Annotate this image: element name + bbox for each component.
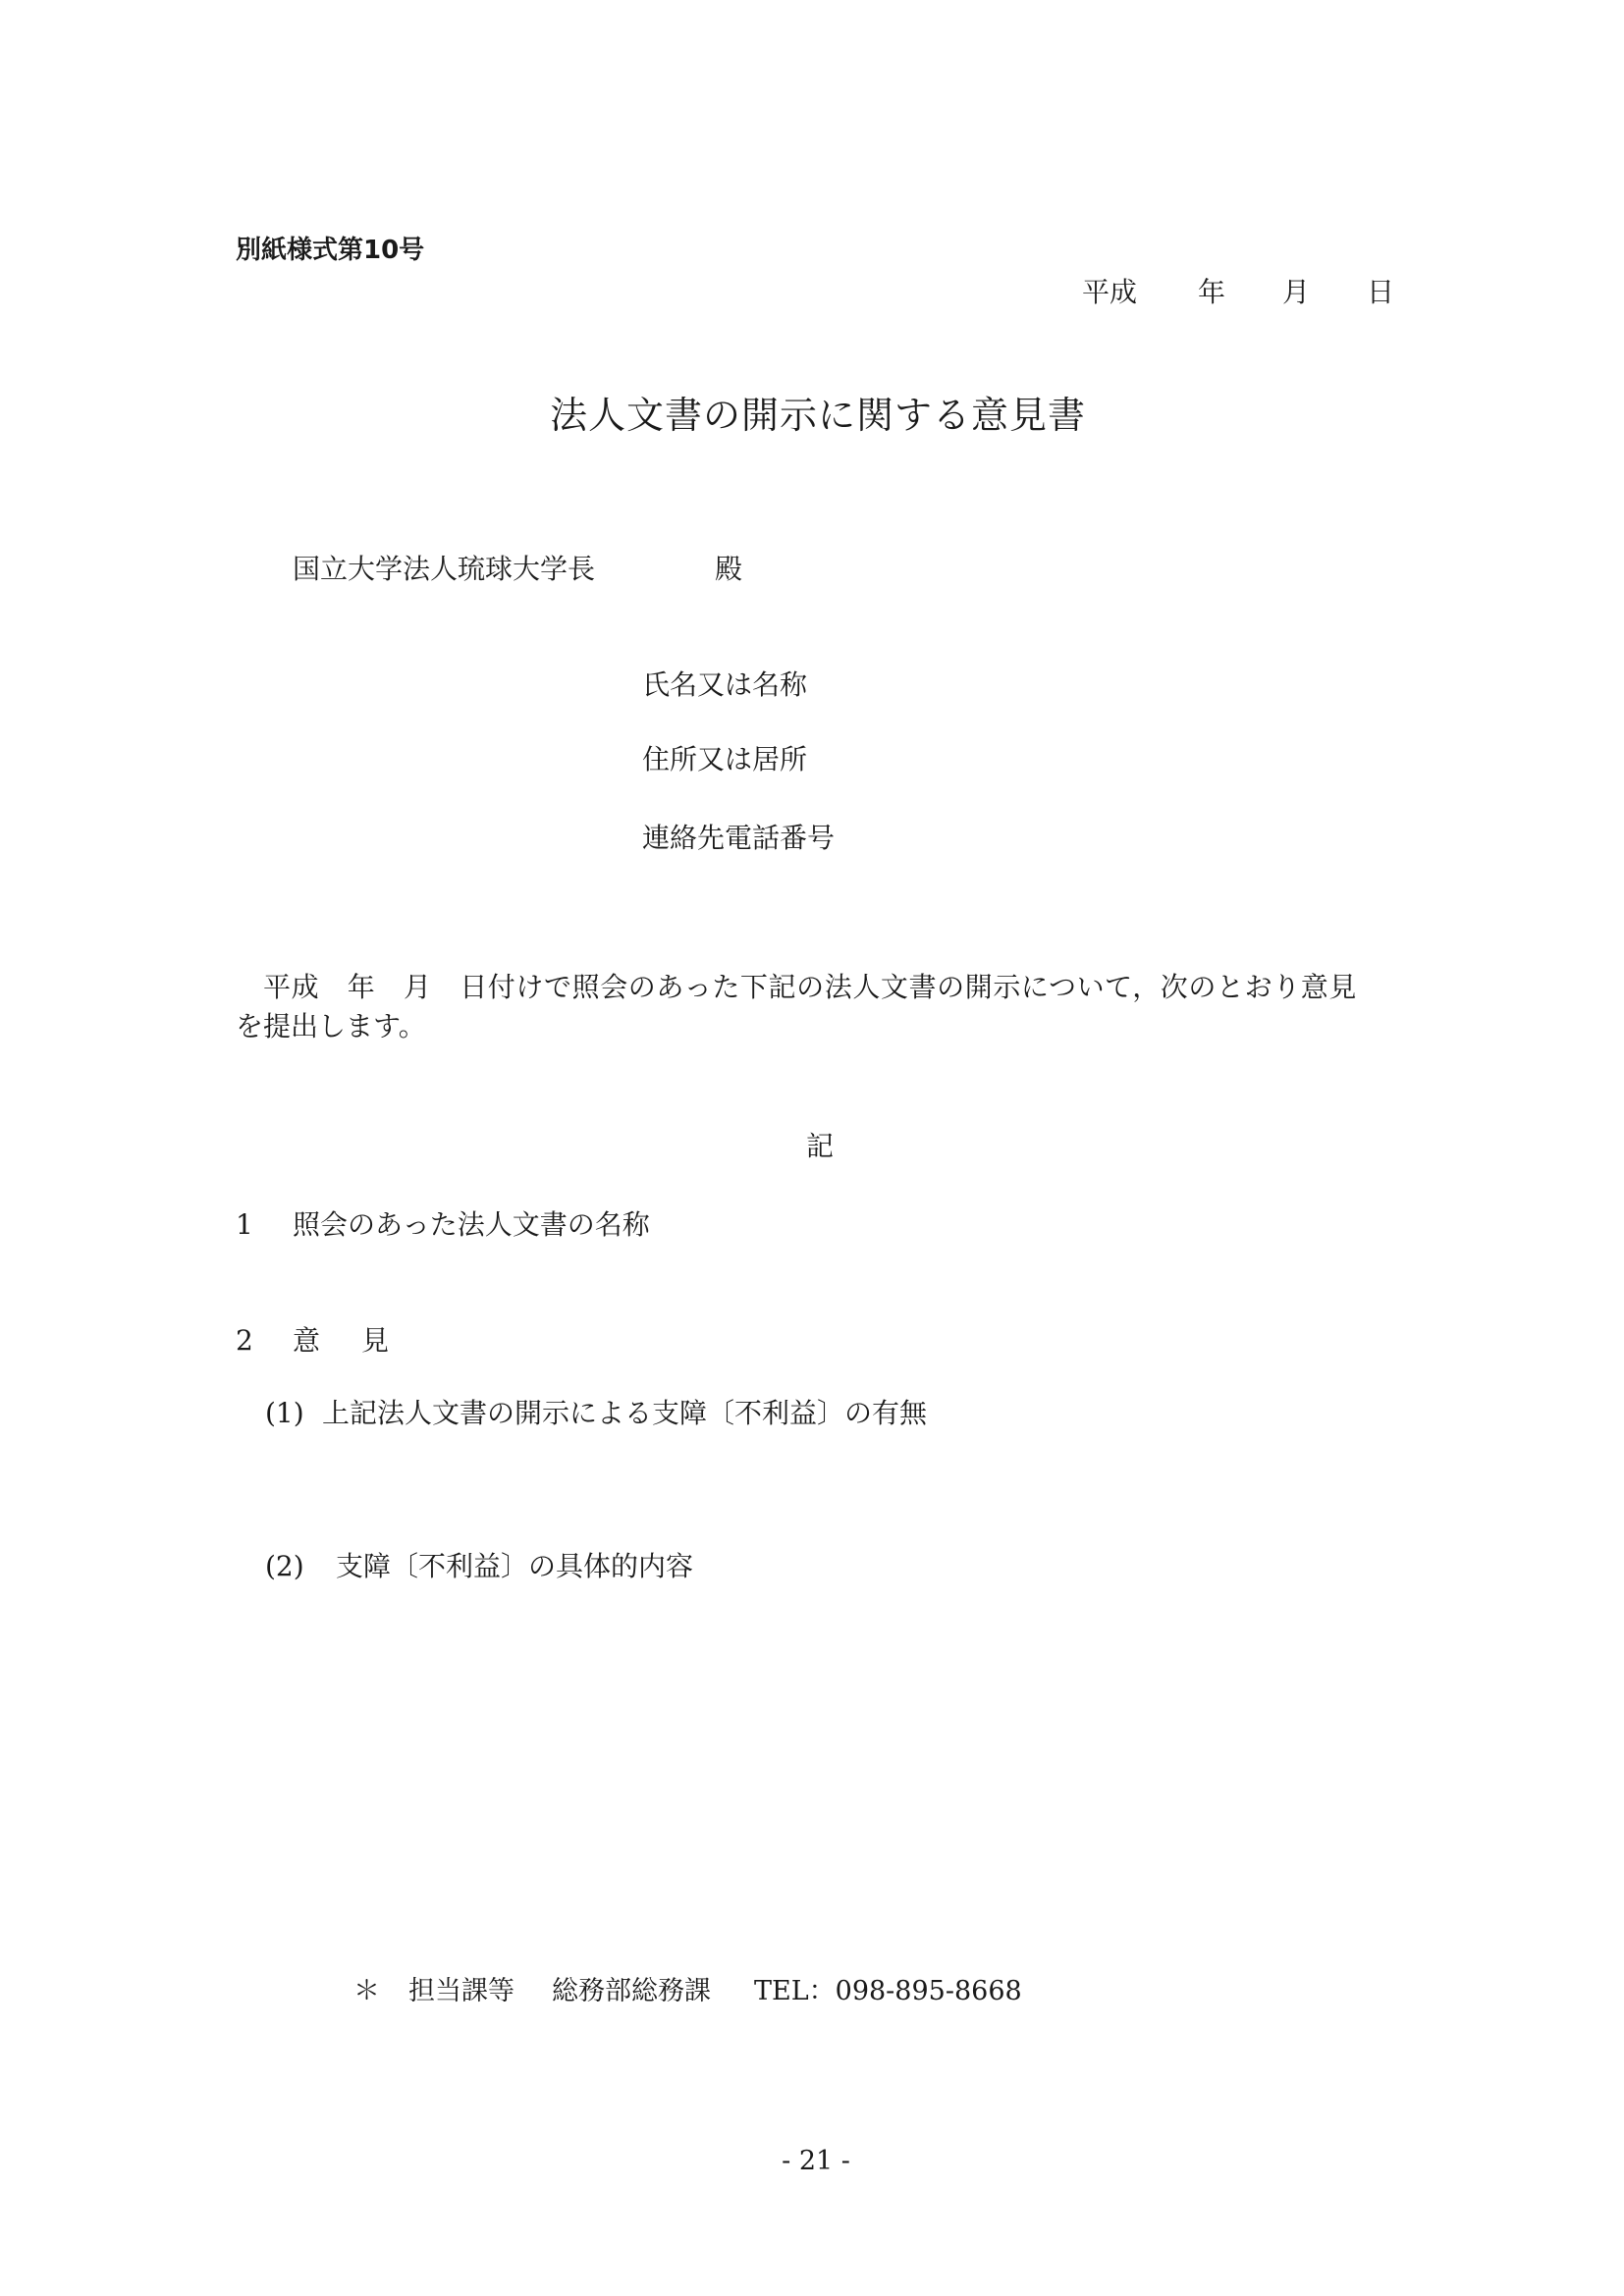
applicant-phone-label: 連絡先電話番号 [642,822,836,854]
contact-tel: TEL：098-895-8668 [754,1976,1022,2006]
document-title [0,385,1624,439]
sub-item-2 [265,1545,693,1584]
page-number-text: - 21 - [782,2146,850,2176]
item-2 [236,1319,389,1359]
item-1 [236,1203,650,1243]
item-1-number: 1 [236,1208,253,1241]
body-line-2: を提出します。 [236,1010,426,1042]
date-line [1082,271,1394,310]
date-day: 日 [1367,276,1395,308]
document-title-text: 法人文書の開示に関する意見書 [549,394,1086,437]
date-year: 年 [1198,276,1226,308]
form-number: 別紙様式第10号 [236,236,425,265]
date-month: 月 [1282,276,1311,308]
body-line-1: 平成 年 月 日付けで照会のあった下記の法人文書の開示について，次のとおり意見 [263,971,1358,1003]
ki-text: 記 [805,1130,834,1162]
sub-item-2-number: (2) [265,1550,304,1582]
asterisk-icon: ＊ [353,1976,380,2006]
sub-item-1 [265,1392,927,1431]
item-2-char-2: 見 [361,1324,390,1357]
item-2-char-1: 意 [293,1324,321,1357]
applicant-name-label: 氏名又は名称 [642,668,808,701]
contact-department: 総務部総務課 [552,1976,711,2006]
ki-heading [0,1125,1624,1164]
contact-label: 担当課等 [408,1976,514,2006]
addressee-honorific: 殿 [715,553,743,585]
applicant-address-label: 住所又は居所 [642,743,808,775]
sub-item-1-number: (1) [265,1397,304,1429]
item-2-number: 2 [236,1324,253,1357]
contact-info [353,1969,1022,2007]
page-number [0,2146,1624,2176]
sub-item-2-label: 支障〔不利益〕の具体的内容 [336,1550,694,1582]
addressee [293,548,742,587]
body-paragraph [236,968,1394,1046]
item-1-label: 照会のあった法人文書の名称 [293,1208,650,1241]
date-era: 平成 [1082,276,1138,308]
addressee-name: 国立大学法人琉球大学長 [293,553,596,585]
sub-item-1-label: 上記法人文書の開示による支障〔不利益〕の有無 [322,1397,928,1429]
